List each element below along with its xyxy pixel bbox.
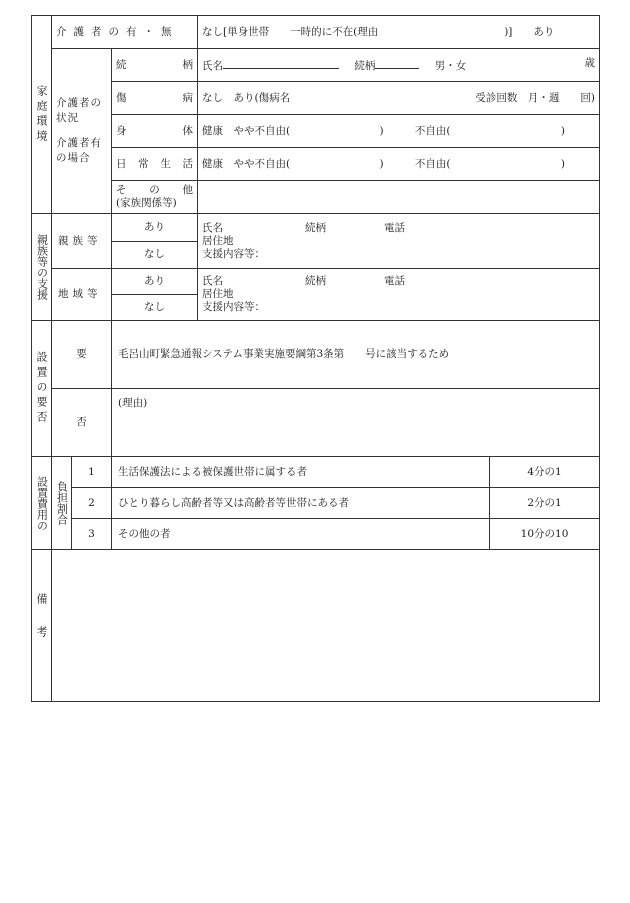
hiyo-row-no: 1: [72, 457, 112, 488]
kaigosha-jokyo-label: 介護者の状況 介護者有の場合: [52, 49, 112, 214]
hiyo-row-ratio[interactable]: 2分の1: [490, 488, 600, 519]
shobyo-field[interactable]: なし あり(傷病名 受診回数 月・週 回): [198, 82, 600, 115]
hiyo-section-label: 設置費用の: [32, 457, 52, 550]
form-table: [31, 15, 600, 702]
secchi-section-label: 設置の要否: [32, 321, 52, 457]
nichijo-label: 日 常 生 活: [112, 148, 198, 181]
shintai-label: 身 体: [112, 115, 198, 148]
shien-section-label: 親族等の支援: [32, 214, 52, 321]
shintai-field[interactable]: 健康 やや不自由( ) 不自由( ): [198, 115, 600, 148]
hiyo-row-ratio[interactable]: 10分の10: [490, 519, 600, 550]
shinzoku-nashi-option[interactable]: なし: [112, 241, 197, 269]
chiiki-nashi-option[interactable]: なし: [112, 294, 197, 320]
zokugara-label: 続 柄: [112, 49, 198, 82]
hiyo-row-ratio[interactable]: 4分の1: [490, 457, 600, 488]
shinzoku-label: 親族等: [52, 214, 112, 269]
hiyo-row-desc: 生活保護法による被保護世帯に属する者: [112, 457, 490, 488]
hiyo-row-no: 3: [72, 519, 112, 550]
secchi-hi-text[interactable]: (理由): [112, 389, 600, 457]
shimei-zokugara-field[interactable]: 氏名 続柄 男・女 歳: [198, 49, 600, 82]
chiiki-ari-option[interactable]: あり: [144, 275, 165, 287]
chiiki-ari-nashi[interactable]: [112, 269, 198, 321]
chiiki-label: 地域等: [52, 269, 112, 321]
secchi-hi-label: 否: [52, 389, 112, 457]
secchi-yo-text[interactable]: 毛呂山町緊急通報システム事業実施要綱第3条第 号に該当するため: [112, 321, 600, 389]
futan-label: 負担割合: [52, 457, 72, 550]
sonota-field[interactable]: [198, 181, 600, 214]
secchi-yo-label: 要: [52, 321, 112, 389]
hiyo-row-desc: その他の者: [112, 519, 490, 550]
kaigosha-umu-value[interactable]: なし[単身世帯 一時的に不在(理由 )] あり: [198, 16, 600, 49]
hiyo-row-no: 2: [72, 488, 112, 519]
hiyo-row-desc: ひとり暮らし高齢者等又は高齢者等世帯にある者: [112, 488, 490, 519]
kaigosha-umu-label: 介護者の有・無: [52, 16, 198, 49]
katei-section-label: 家庭環境: [32, 16, 52, 214]
application-form: [31, 15, 600, 702]
shinzoku-info[interactable]: 氏名 続柄 電話 居住地 支援内容等：: [198, 214, 600, 269]
chiiki-info[interactable]: 氏名 続柄 電話 居住地 支援内容等：: [198, 269, 600, 321]
shobyo-label: 傷 病: [112, 82, 198, 115]
shinzoku-ari-option[interactable]: あり: [144, 220, 165, 233]
nichijo-field[interactable]: 健康 やや不自由( ) 不自由( ): [198, 148, 600, 181]
biko-field[interactable]: [52, 550, 600, 702]
shinzoku-ari-nashi[interactable]: [112, 214, 198, 269]
biko-label: 備考: [32, 550, 52, 702]
sonota-label: そ の 他 (家族関係等): [112, 181, 198, 214]
